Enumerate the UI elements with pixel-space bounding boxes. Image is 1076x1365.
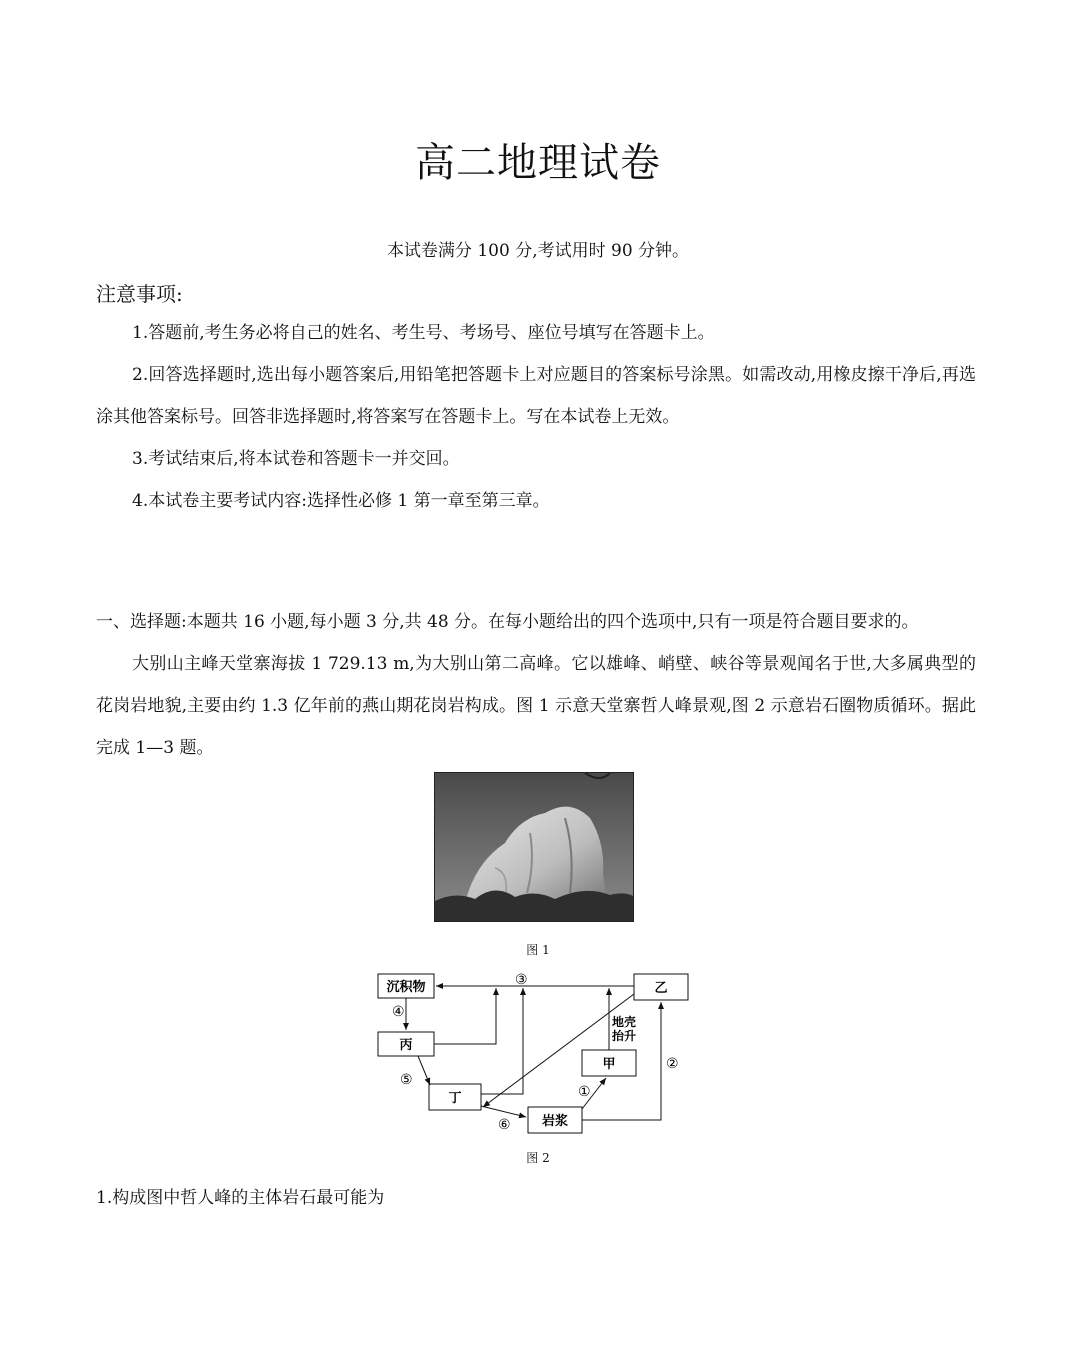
arrow-ding-up <box>481 988 523 1094</box>
marker-5: ⑤ <box>400 1072 413 1088</box>
marker-2: ② <box>666 1056 679 1072</box>
marker-4: ④ <box>392 1004 405 1020</box>
peak-photo <box>434 772 634 922</box>
rock-cycle-diagram <box>360 964 700 1144</box>
section-passage: 大别山主峰天堂寨海拔 1 729.13 m,为大别山第二高峰。它以雄峰、峭壁、峡谷等景观闻名于世,大多属典型的花岗岩地貌,主要由约 1.3 亿年前的燕山期花岗岩构成。图 1 示意天堂寨哲人峰景观,图 2 示意岩石圈物质循环。据此完成 1—3 题。 <box>96 654 976 758</box>
label-sediment: 沉积物 <box>386 980 426 995</box>
arrow-bing-up <box>434 988 496 1044</box>
exam-subtitle: 本试卷满分 100 分,考试用时 90 分钟。 <box>386 241 690 261</box>
label-magma: 岩浆 <box>541 1114 569 1129</box>
marker-6: ⑥ <box>498 1117 511 1133</box>
figure-2-caption: 图 2 <box>526 1151 550 1165</box>
notes-heading: 注意事项: <box>96 282 183 306</box>
figure-1-caption: 图 1 <box>526 943 550 957</box>
exam-title: 高二地理试卷 <box>415 140 661 186</box>
arrow-bing-to-ding <box>418 1056 430 1085</box>
label-uplift-1: 地壳 <box>612 1015 637 1029</box>
section-heading: 一、选择题:本题共 16 小题,每小题 3 分,共 48 分。在每小题给出的四个选项中,只有一项是符合题目要求的。 <box>96 612 919 632</box>
label-yi: 乙 <box>654 981 668 996</box>
label-bing: 丙 <box>399 1038 413 1053</box>
question-1: 1.构成图中哲人峰的主体岩石最可能为 <box>96 1188 385 1208</box>
note-item-3: 3.考试结束后,将本试卷和答题卡一并交回。 <box>132 449 460 469</box>
marker-1: ① <box>578 1084 591 1100</box>
note-item-1: 1.答题前,考生务必将自己的姓名、考生号、考场号、座位号填写在答题卡上。 <box>132 323 715 343</box>
label-jia: 甲 <box>602 1057 616 1072</box>
marker-3: ③ <box>515 972 528 988</box>
peak-photo-drawing <box>435 773 634 922</box>
arrow-ding-to-magma <box>481 1106 526 1117</box>
note-item-2: 2.回答选择题时,选出每小题答案后,用铅笔把答题卡上对应题目的答案标号涂黑。如需改动,用橡皮擦干净后,再选涂其他答案标号。回答非选择题时,将答案写在答题卡上。写在本试卷上无效。 <box>96 365 976 427</box>
label-uplift-2: 抬升 <box>612 1029 637 1043</box>
label-ding: 丁 <box>448 1091 462 1106</box>
note-item-4: 4.本试卷主要考试内容:选择性必修 1 第一章至第三章。 <box>132 491 550 511</box>
